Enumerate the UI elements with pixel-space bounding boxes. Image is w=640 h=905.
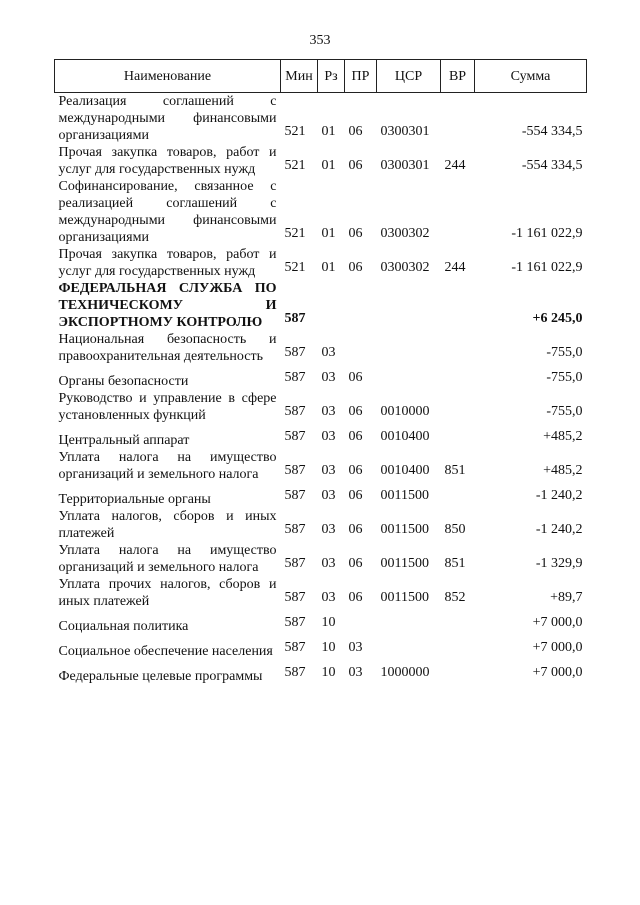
cell-vr: 244 — [444, 158, 466, 173]
cell-sum: -554 334,5 — [521, 158, 583, 173]
cell-csr: 0011500 — [380, 488, 429, 503]
cell-csr: 0011500 — [380, 522, 429, 537]
table-row — [55, 144, 587, 178]
cell-name: Территориальные органы — [58, 492, 211, 507]
table-header-row — [55, 60, 587, 93]
cell-rz: 01 — [321, 226, 336, 241]
table-body — [55, 93, 587, 686]
cell-csr: 0010000 — [380, 404, 430, 419]
cell-min: 587 — [284, 311, 306, 326]
cell-vr — [441, 93, 475, 145]
cell-min: 521 — [284, 124, 306, 139]
cell-min: 587 — [284, 404, 306, 419]
cell-csr: 1000000 — [380, 665, 430, 680]
cell-csr: 0300302 — [380, 226, 430, 241]
cell-rz: 03 — [321, 522, 336, 537]
cell-min: 587 — [284, 522, 306, 537]
table-row — [55, 508, 587, 542]
cell-sum: -1 240,2 — [535, 522, 583, 537]
cell-pr: 06 — [348, 463, 363, 478]
cell-min: 521 — [284, 158, 306, 173]
cell-sum: -1 161 022,9 — [511, 260, 583, 275]
cell-pr: 06 — [348, 488, 363, 503]
cell-vr: 851 — [444, 556, 466, 571]
cell-vr — [441, 483, 475, 508]
cell-name: Руководство и управление в сфере установленных функций — [58, 391, 277, 423]
cell-name: Социальная политика — [58, 619, 189, 634]
cell-min: 587 — [284, 345, 306, 360]
cell-pr: 06 — [348, 590, 363, 605]
cell-pr: 03 — [348, 665, 363, 680]
cell-rz: 03 — [321, 429, 336, 444]
cell-sum: -755,0 — [546, 370, 583, 385]
page-number: 353 — [309, 33, 331, 48]
cell-sum: +7 000,0 — [532, 640, 583, 655]
cell-rz: 03 — [321, 370, 336, 385]
cell-pr: 06 — [348, 260, 363, 275]
cell-rz: 10 — [321, 640, 336, 655]
cell-rz — [318, 280, 345, 331]
cell-name: Федеральные целевые программы — [58, 669, 263, 684]
header-csr: ЦСР — [377, 60, 441, 93]
cell-pr: 06 — [348, 429, 363, 444]
table-row — [55, 449, 587, 483]
cell-sum: +6 245,0 — [532, 311, 583, 326]
cell-csr — [377, 331, 441, 365]
cell-vr — [441, 280, 475, 331]
header-vr: ВР — [441, 60, 475, 93]
cell-pr: 06 — [348, 556, 363, 571]
table-row — [55, 246, 587, 280]
table-row — [55, 365, 587, 390]
table-row — [55, 610, 587, 635]
cell-sum: -1 161 022,9 — [511, 226, 583, 241]
cell-name: Центральный аппарат — [58, 433, 190, 448]
cell-min: 587 — [284, 488, 306, 503]
cell-pr — [345, 280, 377, 331]
cell-min: 587 — [284, 429, 306, 444]
cell-sum: +485,2 — [543, 429, 583, 444]
cell-name: Уплата прочих налогов, сборов и иных платежей — [58, 577, 277, 609]
cell-sum: -1 329,9 — [535, 556, 583, 571]
cell-min: 587 — [284, 556, 306, 571]
table-row — [55, 424, 587, 449]
cell-rz: 01 — [321, 260, 336, 275]
cell-name: Софинансирование, связанное с реализацией соглашений с международными финансовыми организациями — [58, 179, 277, 245]
cell-csr — [377, 280, 441, 331]
cell-vr: 852 — [444, 590, 466, 605]
cell-sum: +7 000,0 — [532, 665, 583, 680]
table-row — [55, 93, 587, 145]
cell-min: 587 — [284, 370, 306, 385]
header-sum: Сумма — [475, 60, 587, 93]
cell-min: 587 — [284, 463, 306, 478]
cell-name: Уплата налога на имущество организаций и земельного налога — [58, 543, 277, 575]
cell-vr — [441, 365, 475, 390]
table-row — [55, 280, 587, 331]
cell-min: 587 — [284, 590, 306, 605]
cell-name: Прочая закупка товаров, работ и услуг для государственных нужд — [58, 247, 277, 279]
cell-min: 587 — [284, 640, 306, 655]
cell-pr: 06 — [348, 404, 363, 419]
header-pr: ПР — [345, 60, 377, 93]
cell-sum: -1 240,2 — [535, 488, 583, 503]
cell-sum: +485,2 — [543, 463, 583, 478]
header-min: Мин — [281, 60, 318, 93]
cell-pr: 06 — [348, 124, 363, 139]
cell-min: 587 — [284, 615, 306, 630]
cell-vr — [441, 331, 475, 365]
cell-name: ФЕДЕРАЛЬНАЯ СЛУЖБА ПО ТЕХНИЧЕСКОМУ И ЭКСПОРТНОМУ КОНТРОЛЮ — [58, 281, 277, 330]
header-name: Наименование — [55, 60, 281, 93]
cell-name: Реализация соглашений с международными финансовыми организациями — [58, 94, 277, 143]
cell-rz: 03 — [321, 488, 336, 503]
cell-name: Уплата налогов, сборов и иных платежей — [58, 509, 277, 541]
cell-rz: 03 — [321, 463, 336, 478]
cell-pr: 06 — [348, 522, 363, 537]
cell-csr: 0011500 — [380, 590, 429, 605]
table-row — [55, 331, 587, 365]
cell-sum: -554 334,5 — [521, 124, 583, 139]
cell-pr: 06 — [348, 226, 363, 241]
cell-csr — [377, 610, 441, 635]
cell-rz: 03 — [321, 590, 336, 605]
table-row — [55, 542, 587, 576]
cell-csr: 0300302 — [380, 260, 430, 275]
cell-vr: 850 — [444, 522, 466, 537]
table-row — [55, 178, 587, 246]
cell-csr: 0011500 — [380, 556, 429, 571]
cell-vr — [441, 390, 475, 424]
cell-name: Уплата налога на имущество организаций и земельного налога — [58, 450, 277, 482]
cell-vr — [441, 635, 475, 660]
cell-csr — [377, 635, 441, 660]
cell-vr: 851 — [444, 463, 466, 478]
cell-csr: 0300301 — [380, 158, 430, 173]
cell-rz: 03 — [321, 556, 336, 571]
cell-sum: -755,0 — [546, 345, 583, 360]
table-row — [55, 483, 587, 508]
cell-min: 521 — [284, 226, 306, 241]
table-row — [55, 576, 587, 610]
table-row — [55, 660, 587, 685]
cell-vr — [441, 424, 475, 449]
cell-vr: 244 — [444, 260, 466, 275]
cell-csr: 0010400 — [380, 429, 430, 444]
cell-min: 587 — [284, 665, 306, 680]
cell-pr: 03 — [348, 640, 363, 655]
cell-vr — [441, 610, 475, 635]
cell-rz: 10 — [321, 665, 336, 680]
cell-csr — [377, 365, 441, 390]
header-rz: Рз — [318, 60, 345, 93]
cell-csr: 0010400 — [380, 463, 430, 478]
cell-sum: +89,7 — [550, 590, 583, 605]
cell-rz: 01 — [321, 124, 336, 139]
table-row — [55, 390, 587, 424]
cell-sum: -755,0 — [546, 404, 583, 419]
table-row — [55, 635, 587, 660]
cell-vr — [441, 660, 475, 685]
cell-rz: 01 — [321, 158, 336, 173]
budget-table — [54, 59, 587, 685]
cell-name: Прочая закупка товаров, работ и услуг для государственных нужд — [58, 145, 277, 177]
cell-pr: 06 — [348, 370, 363, 385]
cell-pr — [345, 610, 377, 635]
cell-pr: 06 — [348, 158, 363, 173]
cell-name: Органы безопасности — [58, 374, 189, 389]
cell-rz: 10 — [321, 615, 336, 630]
cell-rz: 03 — [321, 345, 336, 360]
cell-name: Национальная безопасность и правоохранительная деятельность — [58, 332, 277, 364]
cell-min: 521 — [284, 260, 306, 275]
cell-sum: +7 000,0 — [532, 615, 583, 630]
cell-csr: 0300301 — [380, 124, 430, 139]
cell-rz: 03 — [321, 404, 336, 419]
cell-pr — [345, 331, 377, 365]
cell-vr — [441, 178, 475, 246]
cell-name: Социальное обеспечение населения — [58, 644, 273, 659]
